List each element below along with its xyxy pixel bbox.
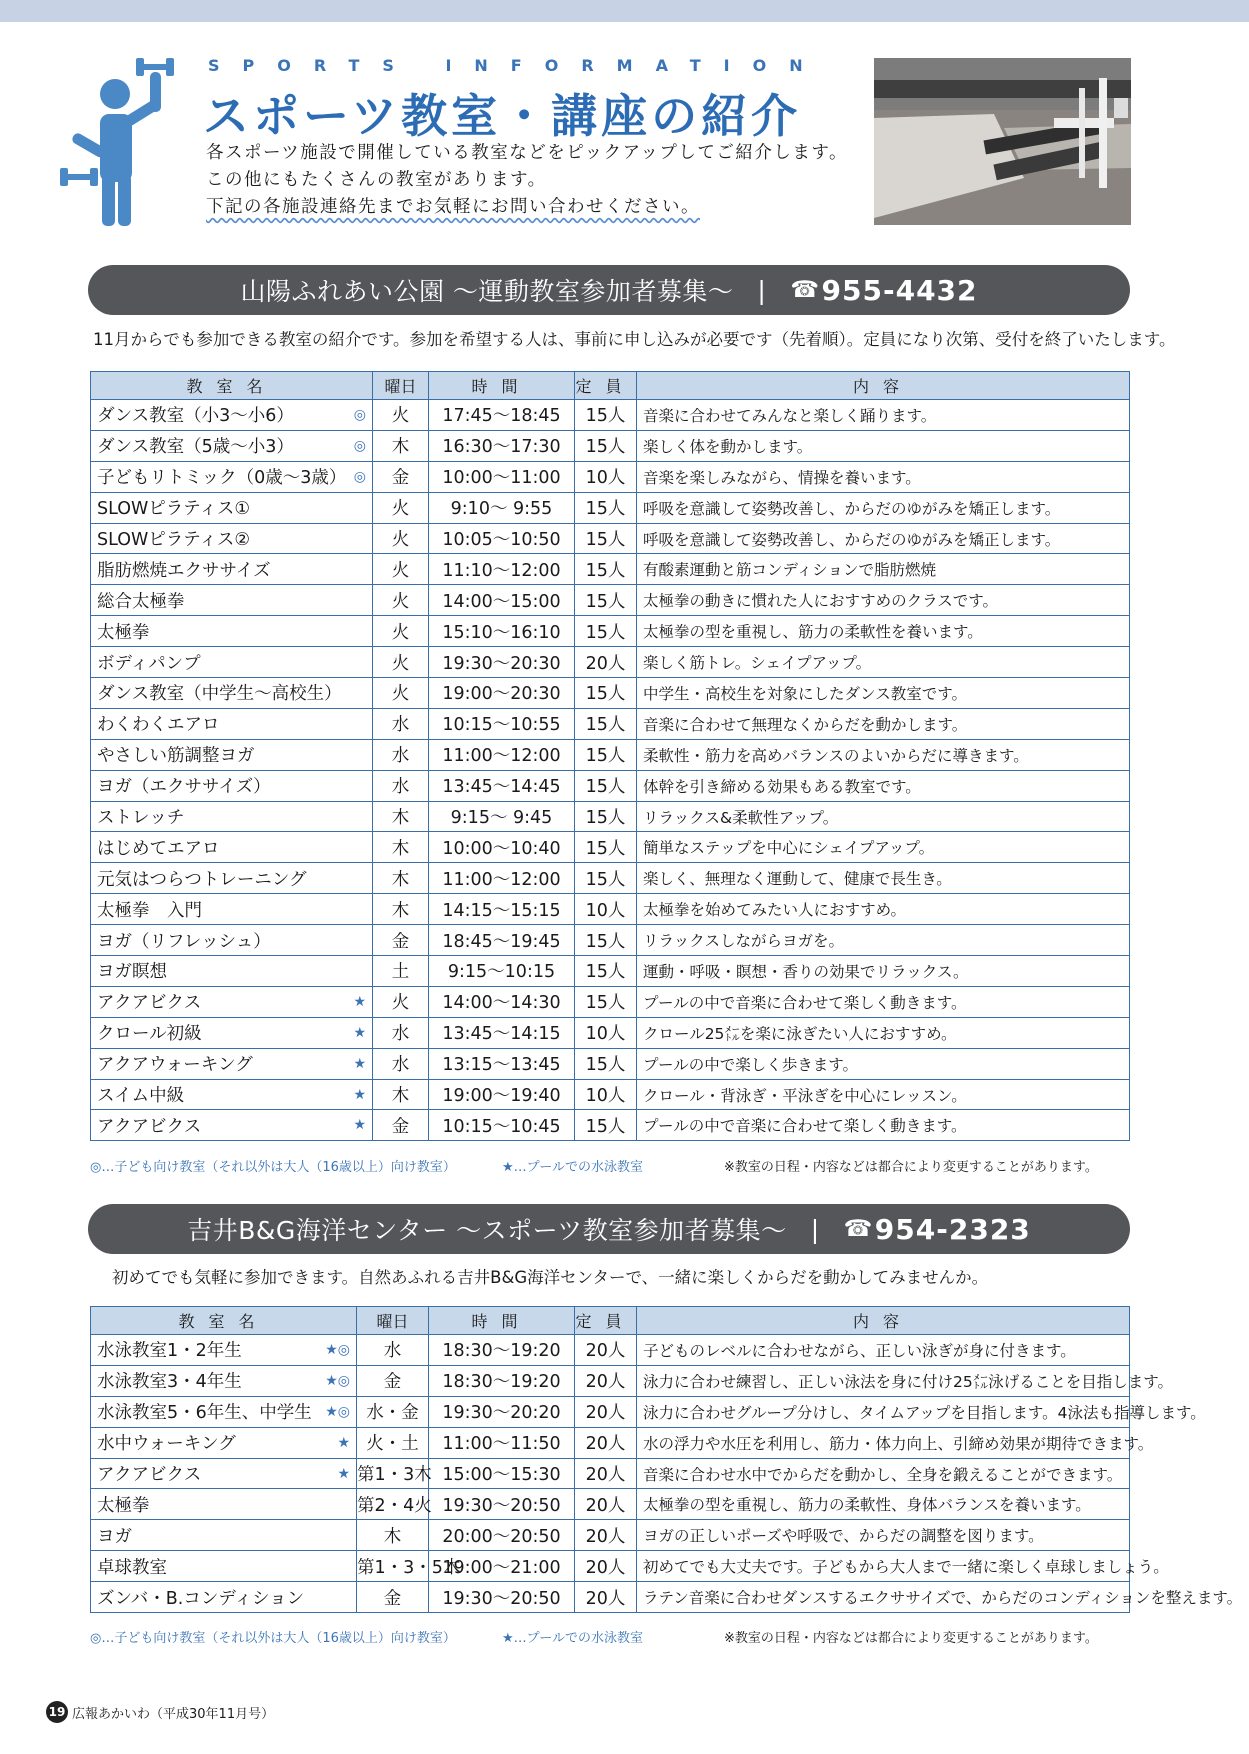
class-name-cell [91, 1017, 373, 1048]
table-row [91, 1458, 1130, 1489]
class-name-cell [91, 1520, 357, 1551]
description-cell: 呼吸を意識して姿勢改善し、からだのゆがみを矯正します。 [637, 523, 1130, 554]
table-row [91, 585, 1130, 616]
class-name-cell [91, 739, 373, 770]
day-cell: 木 [373, 832, 429, 863]
table-row [91, 1396, 1130, 1427]
class-name-cell [91, 1048, 373, 1079]
capacity-cell: 15人 [575, 956, 637, 987]
column-header: 教室名 [91, 1307, 357, 1335]
day-cell: 金 [373, 925, 429, 956]
class-name: アクアウォーキング [97, 1055, 253, 1076]
day-cell: 水・金 [357, 1396, 429, 1427]
phone-number: 955-4432 [821, 273, 978, 307]
table-row [91, 1582, 1130, 1613]
capacity-cell: 20人 [575, 1396, 637, 1427]
day-cell: 木 [373, 801, 429, 832]
table-row [91, 986, 1130, 1017]
class-name-cell [91, 1582, 357, 1613]
capacity-cell: 20人 [575, 1582, 637, 1613]
class-type-mark: ★ [353, 1055, 366, 1072]
class-type-mark: ★◎ [325, 1341, 350, 1358]
time-cell: 11:00～12:00 [429, 863, 575, 894]
page-number: 19 [46, 1701, 68, 1723]
time-cell: 17:45～18:45 [429, 400, 575, 431]
class-type-mark: ★ [353, 993, 366, 1010]
capacity-cell: 15人 [575, 678, 637, 709]
class-name-cell [91, 461, 373, 492]
column-header: 定員 [575, 1307, 637, 1335]
time-cell: 13:45～14:45 [429, 770, 575, 801]
table-row [91, 739, 1130, 770]
description-cell: プールの中で音楽に合わせて楽しく動きます。 [637, 1110, 1130, 1141]
legend-child-text: ◎…子ども向け教室（それ以外は大人（16歳以上）向け教室） [90, 1160, 456, 1175]
time-cell: 18:45～19:45 [429, 925, 575, 956]
capacity-cell: 20人 [575, 1551, 637, 1582]
time-cell: 10:15～10:55 [429, 708, 575, 739]
time-cell: 10:15～10:45 [429, 1110, 575, 1141]
capacity-cell: 15人 [575, 430, 637, 461]
table-row [91, 678, 1130, 709]
description-cell: 初めてでも大丈夫です。子どもから大人まで一緒に楽しく卓球しましょう。 [637, 1551, 1130, 1582]
class-name-cell [91, 1427, 357, 1458]
class-name: 卓球教室 [97, 1557, 167, 1578]
publication-name: 広報あかいわ（平成30年11月号） [72, 1706, 275, 1722]
class-name: 水泳教室1・2年生 [97, 1341, 242, 1362]
day-cell: 金 [373, 1110, 429, 1141]
sports-information-label: SPORTS INFORMATION [208, 56, 826, 75]
capacity-cell: 15人 [575, 585, 637, 616]
capacity-cell: 10人 [575, 1079, 637, 1110]
time-cell: 14:15～15:15 [429, 894, 575, 925]
capacity-cell: 20人 [575, 1335, 637, 1366]
time-cell: 11:10～12:00 [429, 554, 575, 585]
time-cell: 14:00～15:00 [429, 585, 575, 616]
day-cell: 水 [373, 1048, 429, 1079]
day-cell: 金 [357, 1365, 429, 1396]
time-cell: 19:30～20:50 [429, 1489, 575, 1520]
table-header-row [91, 372, 1130, 400]
day-cell: 火 [373, 492, 429, 523]
class-name: ボディパンプ [97, 653, 201, 674]
capacity-cell: 20人 [575, 1427, 637, 1458]
day-cell: 火 [373, 647, 429, 678]
time-cell: 19:30～20:20 [429, 1396, 575, 1427]
intro-text [206, 140, 848, 221]
top-band [0, 0, 1249, 22]
table-row [91, 1427, 1130, 1458]
day-cell: 土 [373, 956, 429, 987]
class-name-cell [91, 1365, 357, 1396]
capacity-cell: 20人 [575, 1520, 637, 1551]
class-name-cell [91, 986, 373, 1017]
day-cell: 水 [357, 1335, 429, 1366]
class-name: 水泳教室5・6年生、中学生 [97, 1403, 312, 1424]
time-cell: 9:15～10:15 [429, 956, 575, 987]
legend-pool-text: ★…プールでの水泳教室 [502, 1160, 644, 1175]
time-cell: 15:10～16:10 [429, 616, 575, 647]
description-cell: 運動・呼吸・瞑想・香りの効果でリラックス。 [637, 956, 1130, 987]
table-row [91, 925, 1130, 956]
class-name: 子どもリトミック（0歳～3歳） [97, 468, 347, 489]
class-name-cell [91, 1458, 357, 1489]
class-name: SLOWピラティス② [97, 530, 251, 550]
class-name: クロール初級 [97, 1024, 202, 1045]
legend-child-text: ◎…子ども向け教室（それ以外は大人（16歳以上）向け教室） [90, 1631, 456, 1646]
day-cell: 火 [373, 616, 429, 647]
day-cell: 金 [373, 461, 429, 492]
intro-line: 下記の各施設連絡先までお気軽にお問い合わせください。 [206, 197, 700, 217]
time-cell: 20:00～20:50 [429, 1520, 575, 1551]
section-lead: 初めてでも気軽に参加できます。自然あふれる吉井B&G海洋センターで、一緒に楽しくからだを動かしてみませんか。 [112, 1268, 989, 1287]
description-cell: 有酸素運動と筋コンディションで脂肪燃焼 [637, 554, 1130, 585]
table-header-row [91, 1307, 1130, 1335]
day-cell: 火・土 [357, 1427, 429, 1458]
description-cell: 太極拳の動きに慣れた人におすすめのクラスです。 [637, 585, 1130, 616]
class-name: ヨガ（エクササイズ） [97, 777, 271, 798]
class-name: ヨガ（リフレッシュ） [97, 931, 271, 952]
class-name: SLOWピラティス① [97, 499, 251, 520]
class-type-mark: ★◎ [325, 1372, 350, 1389]
description-cell: 子どものレベルに合わせながら、正しい泳ぎが身に付きます。 [637, 1335, 1130, 1366]
description-cell: 泳力に合わせグループ分けし、タイムアップを目指します。4泳法も指導します。 [637, 1396, 1130, 1427]
banner-separator: | [810, 1214, 820, 1244]
class-name-cell [91, 523, 373, 554]
description-cell: リラックスしながらヨガを。 [637, 925, 1130, 956]
table-row [91, 430, 1130, 461]
day-cell: 火 [373, 585, 429, 616]
table-row [91, 492, 1130, 523]
class-name-cell [91, 925, 373, 956]
time-cell: 9:10～ 9:55 [429, 492, 575, 523]
day-cell: 水 [373, 708, 429, 739]
day-cell: 木 [373, 863, 429, 894]
legend-pool-text: ★…プールでの水泳教室 [502, 1631, 644, 1646]
class-name: ダンス教室（中学生～高校生） [97, 684, 342, 705]
class-name-cell [91, 801, 373, 832]
time-cell: 16:30～17:30 [429, 430, 575, 461]
class-name-cell [91, 616, 373, 647]
description-cell: プールの中で音楽に合わせて楽しく動きます。 [637, 986, 1130, 1017]
class-name: 総合太極拳 [97, 591, 185, 612]
column-header: 時間 [429, 372, 575, 400]
class-name: アクアビクス [97, 1465, 202, 1485]
time-cell: 18:30～19:20 [429, 1335, 575, 1366]
description-cell: 音楽に合わせてみんなと楽しく踊ります。 [637, 400, 1130, 431]
capacity-cell: 15人 [575, 986, 637, 1017]
time-cell: 10:05～10:50 [429, 523, 575, 554]
class-name-cell [91, 1335, 357, 1366]
table-row [91, 894, 1130, 925]
capacity-cell: 15人 [575, 801, 637, 832]
intro-line: 各スポーツ施設で開催している教室などをピックアップしてご紹介します。 [206, 143, 848, 163]
description-cell: 楽しく体を動かします。 [637, 430, 1130, 461]
description-cell: 簡単なステップを中心にシェイプアップ。 [637, 832, 1130, 863]
description-cell: クロール25㍍を楽に泳ぎたい人におすすめ。 [637, 1017, 1130, 1048]
class-name-cell [91, 894, 373, 925]
capacity-cell: 20人 [575, 1489, 637, 1520]
banner-separator: | [757, 275, 767, 305]
description-cell: ヨガの正しいポーズや呼吸で、からだの調整を図ります。 [637, 1520, 1130, 1551]
time-cell: 14:00～14:30 [429, 986, 575, 1017]
capacity-cell: 15人 [575, 554, 637, 585]
schedule-note: ※教室の日程・内容などは都合により変更することがあります。 [724, 1160, 1098, 1175]
class-name-cell [91, 1110, 373, 1141]
capacity-cell: 15人 [575, 770, 637, 801]
fitness-figure-icon [60, 58, 190, 228]
capacity-cell: 10人 [575, 1017, 637, 1048]
table-row [91, 1551, 1130, 1582]
time-cell: 10:00～11:00 [429, 461, 575, 492]
description-cell: 呼吸を意識して姿勢改善し、からだのゆがみを矯正します。 [637, 492, 1130, 523]
class-name-cell [91, 492, 373, 523]
class-name: ダンス教室（5歳～小3） [97, 437, 294, 458]
time-cell: 10:00～10:40 [429, 832, 575, 863]
class-type-mark: ◎ [353, 468, 366, 485]
section-banner [88, 265, 1130, 315]
class-name: はじめてエアロ [97, 838, 220, 859]
class-name: 水泳教室3・4年生 [97, 1372, 242, 1393]
phone-icon: ☎ [790, 277, 820, 303]
capacity-cell: 15人 [575, 1048, 637, 1079]
class-name: スイム中級 [97, 1086, 185, 1107]
schedule-table [90, 1306, 1243, 1613]
description-cell: 体幹を引き締める効果もある教室です。 [637, 770, 1130, 801]
table-row [91, 1048, 1130, 1079]
time-cell: 9:15～ 9:45 [429, 801, 575, 832]
capacity-cell: 20人 [575, 1458, 637, 1489]
time-cell: 19:30～20:50 [429, 1582, 575, 1613]
column-header: 内容 [637, 372, 1130, 400]
class-name-cell [91, 585, 373, 616]
day-cell: 木 [373, 1079, 429, 1110]
capacity-cell: 15人 [575, 616, 637, 647]
time-cell: 11:00～11:50 [429, 1427, 575, 1458]
class-name: やさしい筋調整ヨガ [97, 746, 255, 767]
section-banner [88, 1204, 1130, 1254]
day-cell: 木 [373, 894, 429, 925]
description-cell: 太極拳の型を重視し、筋力の柔軟性を養います。 [637, 616, 1130, 647]
schedule-note: ※教室の日程・内容などは都合により変更することがあります。 [724, 1631, 1098, 1646]
column-header: 時間 [429, 1307, 575, 1335]
gym-photo [874, 58, 1131, 225]
description-cell: 音楽に合わせて無理なくからだを動かします。 [637, 708, 1130, 739]
time-cell: 11:00～12:00 [429, 739, 575, 770]
table-row [91, 523, 1130, 554]
capacity-cell: 15人 [575, 739, 637, 770]
table-row [91, 863, 1130, 894]
class-name: 太極拳 [97, 1495, 150, 1516]
time-cell: 19:00～20:30 [429, 678, 575, 709]
table-row [91, 647, 1130, 678]
time-cell: 13:15～13:45 [429, 1048, 575, 1079]
table-row [91, 1110, 1130, 1141]
class-name-cell [91, 554, 373, 585]
section-title: 吉井B&G海洋センター ～スポーツ教室参加者募集～ [187, 1216, 787, 1245]
table-row [91, 832, 1130, 863]
day-cell: 第2・4火 [357, 1489, 429, 1520]
class-name: わくわくエアロ [97, 715, 220, 736]
time-cell: 19:00～21:00 [429, 1551, 575, 1582]
legend-child [90, 1627, 456, 1646]
class-name-cell [91, 1489, 357, 1520]
class-type-mark: ★ [353, 1086, 366, 1103]
day-cell: 水 [373, 770, 429, 801]
table-row [91, 1335, 1130, 1366]
class-name-cell [91, 430, 373, 461]
table-row [91, 708, 1130, 739]
day-cell: 第1・3・5木 [357, 1551, 429, 1582]
description-cell: 中学生・高校生を対象にしたダンス教室です。 [637, 678, 1130, 709]
class-name-cell [91, 832, 373, 863]
column-header: 曜日 [357, 1307, 429, 1335]
table-row [91, 1079, 1130, 1110]
capacity-cell: 15人 [575, 925, 637, 956]
table-row [91, 1520, 1130, 1551]
class-name: 脂肪燃焼エクササイズ [97, 560, 271, 581]
table-row [91, 1365, 1130, 1396]
day-cell: 火 [373, 400, 429, 431]
day-cell: 第1・3木 [357, 1458, 429, 1489]
description-cell: 楽しく筋トレ。シェイプアップ。 [637, 647, 1130, 678]
description-cell: 柔軟性・筋力を高めバランスのよいからだに導きます。 [637, 739, 1130, 770]
class-name-cell [91, 647, 373, 678]
table-row [91, 554, 1130, 585]
class-name: 水中ウォーキング [97, 1434, 236, 1455]
phone-icon: ☎ [843, 1216, 873, 1242]
class-name: 元気はつらつトレーニング [97, 869, 307, 890]
capacity-cell: 10人 [575, 894, 637, 925]
description-cell: クロール・背泳ぎ・平泳ぎを中心にレッスン。 [637, 1079, 1130, 1110]
capacity-cell: 15人 [575, 863, 637, 894]
capacity-cell: 15人 [575, 400, 637, 431]
class-type-mark: ★ [337, 1434, 350, 1451]
column-header: 曜日 [373, 372, 429, 400]
section-title: 山陽ふれあい公園 ～運動教室参加者募集～ [240, 277, 734, 306]
time-cell: 13:45～14:15 [429, 1017, 575, 1048]
column-header: 教室名 [91, 372, 373, 400]
class-name-cell [91, 770, 373, 801]
table-row [91, 1489, 1130, 1520]
day-cell: 火 [373, 523, 429, 554]
description-cell: 音楽に合わせ水中でからだを動かし、全身を鍛えることができます。 [637, 1458, 1130, 1489]
class-name-cell [91, 956, 373, 987]
section-lead: 11月からでも参加できる教室の紹介です。参加を希望する人は、事前に申し込みが必要です（先着順）。定員になり次第、受付を終了いたします。 [93, 330, 1176, 349]
description-cell: プールの中で楽しく歩きます。 [637, 1048, 1130, 1079]
capacity-cell: 20人 [575, 647, 637, 678]
table-row [91, 400, 1130, 431]
capacity-cell: 10人 [575, 461, 637, 492]
class-name: ヨガ [97, 1526, 132, 1547]
capacity-cell: 20人 [575, 1365, 637, 1396]
class-type-mark: ★◎ [325, 1403, 350, 1420]
capacity-cell: 15人 [575, 523, 637, 554]
capacity-cell: 15人 [575, 492, 637, 523]
page-title: スポーツ教室・講座の紹介 [203, 89, 802, 143]
table-row [91, 956, 1130, 987]
description-cell: 音楽を楽しみながら、情操を養います。 [637, 461, 1130, 492]
time-cell: 15:00～15:30 [429, 1458, 575, 1489]
legend-pool [502, 1156, 643, 1175]
class-name: ヨガ瞑想 [97, 962, 167, 983]
class-name: 太極拳 [97, 622, 150, 643]
class-name-cell [91, 678, 373, 709]
day-cell: 木 [373, 430, 429, 461]
column-header: 定員 [575, 372, 637, 400]
time-cell: 19:30～20:30 [429, 647, 575, 678]
class-name-cell [91, 1396, 357, 1427]
class-type-mark: ★ [337, 1465, 350, 1482]
legend-child [90, 1156, 456, 1175]
class-type-mark: ★ [353, 1117, 366, 1134]
description-cell: ラテン音楽に合わせダンスするエクササイズで、からだのコンディションを整えます。 [637, 1582, 1130, 1613]
class-name: ズンバ・B.コンディション [97, 1588, 305, 1609]
class-name-cell [91, 708, 373, 739]
phone-number: 954-2323 [874, 1212, 1031, 1246]
class-name-cell [91, 1551, 357, 1582]
class-name-cell [91, 1079, 373, 1110]
class-name: ストレッチ [97, 808, 185, 829]
footer [46, 1701, 274, 1723]
class-name: 太極拳 入門 [97, 900, 202, 921]
class-type-mark: ◎ [353, 406, 366, 423]
description-cell: 水の浮力や水圧を利用し、筋力・体力向上、引締め効果が期待できます。 [637, 1427, 1130, 1458]
table-row [91, 461, 1130, 492]
table-row [91, 770, 1130, 801]
day-cell: 水 [373, 739, 429, 770]
description-cell: 太極拳の型を重視し、筋力の柔軟性、身体バランスを養います。 [637, 1489, 1130, 1520]
day-cell: 火 [373, 986, 429, 1017]
column-header: 内容 [637, 1307, 1130, 1335]
day-cell: 金 [357, 1582, 429, 1613]
day-cell: 火 [373, 678, 429, 709]
time-cell: 18:30～19:20 [429, 1365, 575, 1396]
class-name-cell [91, 863, 373, 894]
class-name: アクアビクス [97, 993, 202, 1014]
class-name: ダンス教室（小3～小6） [97, 406, 294, 427]
table-row [91, 616, 1130, 647]
table-row [91, 1017, 1130, 1048]
capacity-cell: 15人 [575, 832, 637, 863]
legend-pool [502, 1627, 643, 1646]
class-name: アクアビクス [97, 1116, 202, 1137]
capacity-cell: 15人 [575, 708, 637, 739]
time-cell: 19:00～19:40 [429, 1079, 575, 1110]
class-type-mark: ◎ [353, 437, 366, 454]
schedule-table [90, 371, 1130, 1141]
description-cell: 太極拳を始めてみたい人におすすめ。 [637, 894, 1130, 925]
day-cell: 水 [373, 1017, 429, 1048]
day-cell: 火 [373, 554, 429, 585]
class-name-cell [91, 400, 373, 431]
class-type-mark: ★ [353, 1024, 366, 1041]
table-row [91, 801, 1130, 832]
description-cell: 楽しく、無理なく運動して、健康で長生き。 [637, 863, 1130, 894]
description-cell: 泳力に合わせ練習し、正しい泳法を身に付け25㍍泳げることを目指します。 [637, 1365, 1130, 1396]
description-cell: リラックス&柔軟性アップ。 [637, 801, 1130, 832]
intro-line: この他にもたくさんの教室があります。 [206, 170, 547, 190]
capacity-cell: 15人 [575, 1110, 637, 1141]
day-cell: 木 [357, 1520, 429, 1551]
